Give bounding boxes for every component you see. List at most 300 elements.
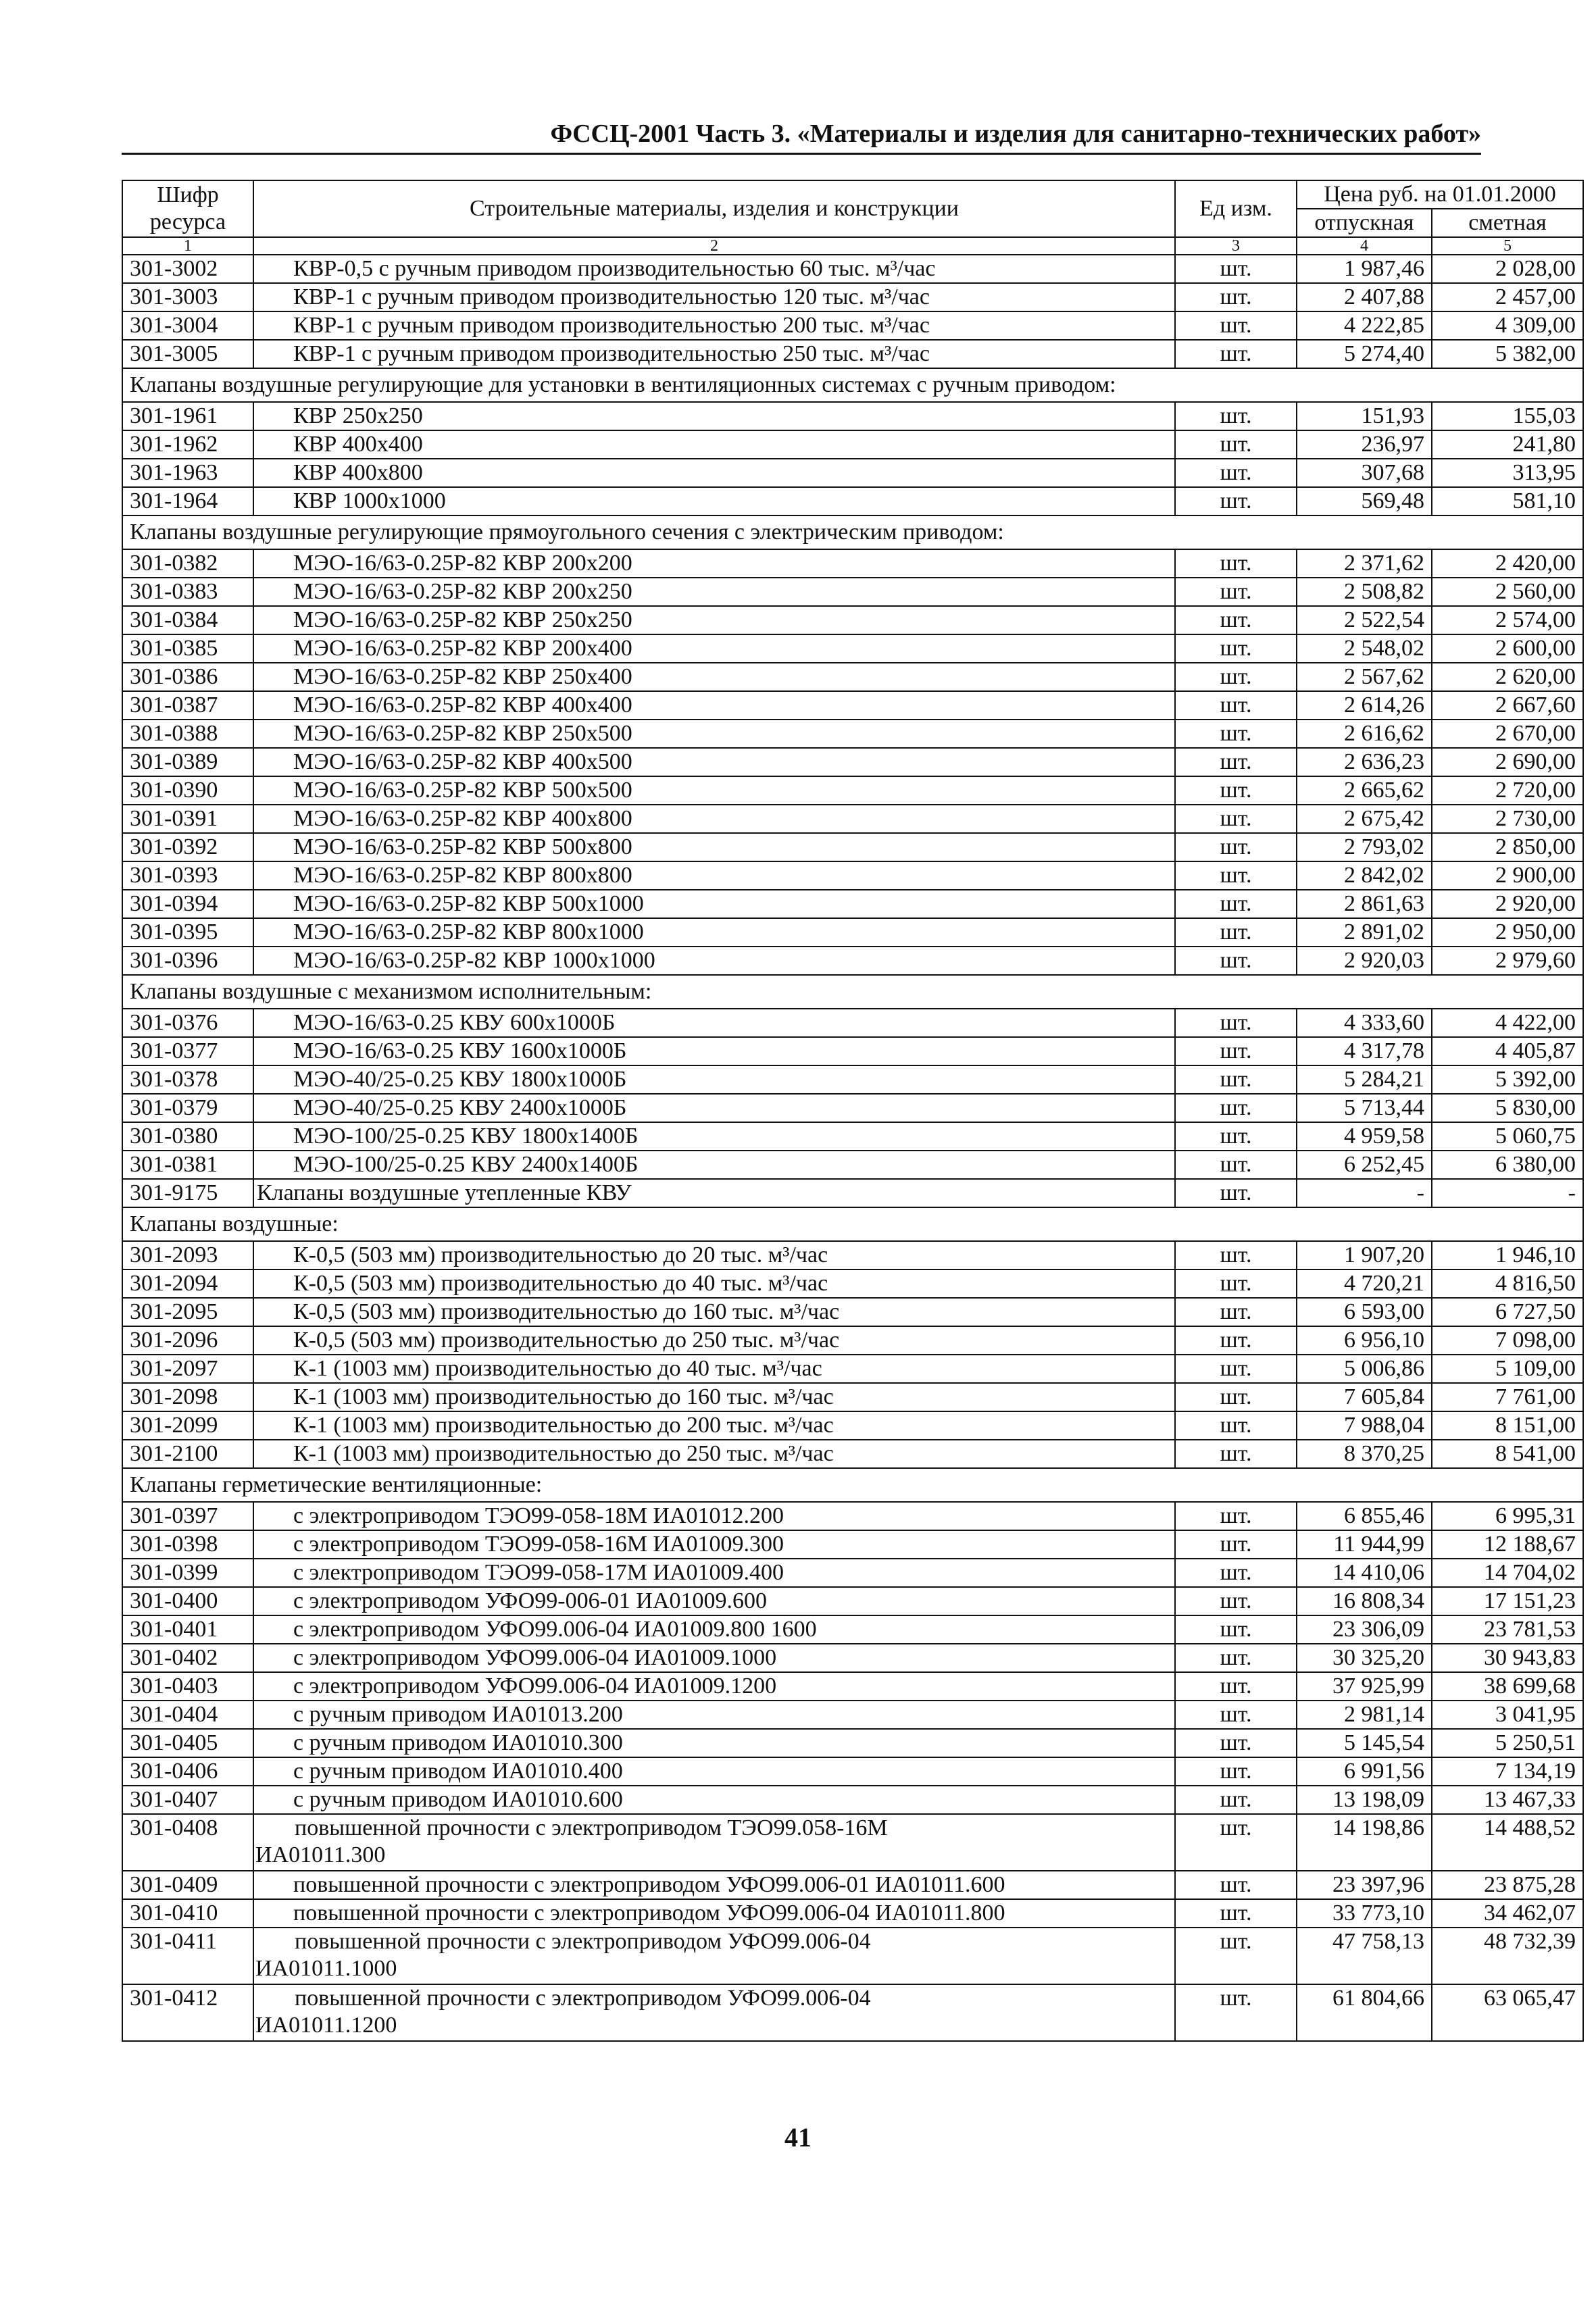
unit: шт. <box>1175 1814 1297 1871</box>
table-row <box>122 776 1583 805</box>
item-name-text: МЭО-16/63-0.25Р-82 КВР 800х1000 <box>293 920 644 945</box>
item-name-text: КВР-0,5 с ручным приводом производительностью 60 тыс. м³/час <box>293 256 936 281</box>
group-title: Клапаны воздушные: <box>122 1207 1583 1241</box>
resource-code: 301-0393 <box>122 861 253 890</box>
page-header: ФССЦ-2001 Часть 3. «Материалы и изделия для санитарно-технических работ» <box>122 119 1481 155</box>
unit: шт. <box>1175 1241 1297 1269</box>
price-release: 5 713,44 <box>1297 1094 1432 1122</box>
price-estimate: 14 704,02 <box>1432 1559 1583 1587</box>
group-row <box>122 1207 1583 1241</box>
resource-code: 301-0381 <box>122 1151 253 1179</box>
col-number: 2 <box>253 237 1175 255</box>
price-estimate: 38 699,68 <box>1432 1672 1583 1701</box>
unit: шт. <box>1175 1355 1297 1383</box>
price-release: 2 920,03 <box>1297 947 1432 975</box>
resource-code: 301-2099 <box>122 1411 253 1440</box>
price-estimate: 8 541,00 <box>1432 1440 1583 1468</box>
item-name-text: МЭО-16/63-0.25Р-82 КВР 1000х1000 <box>293 948 655 973</box>
item-name <box>253 833 1175 861</box>
price-estimate: 13 467,33 <box>1432 1786 1583 1814</box>
item-name-text: КВР 400х400 <box>293 432 423 457</box>
item-name-text: МЭО-16/63-0.25Р-82 КВР 400х800 <box>293 806 632 831</box>
table-row <box>122 1871 1583 1899</box>
item-name <box>253 1269 1175 1298</box>
unit: шт. <box>1175 1984 1297 2041</box>
table-row <box>122 805 1583 833</box>
group-title: Клапаны воздушные регулирующие прямоугольного сечения с электрическим приводом: <box>122 515 1583 549</box>
resource-code: 301-0405 <box>122 1729 253 1757</box>
resource-code: 301-0377 <box>122 1037 253 1065</box>
item-name <box>253 1786 1175 1814</box>
item-name <box>253 1530 1175 1559</box>
price-release: 16 808,34 <box>1297 1587 1432 1615</box>
unit: шт. <box>1175 578 1297 606</box>
price-estimate: 2 690,00 <box>1432 748 1583 776</box>
price-release: 2 793,02 <box>1297 833 1432 861</box>
resource-code: 301-0404 <box>122 1701 253 1729</box>
resource-code: 301-1962 <box>122 430 253 459</box>
item-name-text: МЭО-16/63-0.25Р-82 КВР 500х800 <box>293 834 632 859</box>
unit: шт. <box>1175 776 1297 805</box>
price-release: 6 855,46 <box>1297 1502 1432 1530</box>
item-name-text: с электроприводом УФО99.006-04 ИА01009.800 1600 <box>293 1617 817 1642</box>
col-unit-header: Ед изм. <box>1175 180 1297 237</box>
price-release: 6 593,00 <box>1297 1298 1432 1326</box>
item-name-text: повышенной прочности с электроприводом ТЭО99.058-16М <box>295 1815 888 1840</box>
price-estimate: 2 620,00 <box>1432 663 1583 691</box>
item-name-continuation: ИА01011.300 <box>255 1842 386 1867</box>
item-name-text: повышенной прочности с электроприводом УФО99.006-01 ИА01011.600 <box>293 1872 1005 1897</box>
resource-code: 301-2095 <box>122 1298 253 1326</box>
price-estimate: 313,95 <box>1432 459 1583 487</box>
table-row <box>122 861 1583 890</box>
item-name-text: МЭО-16/63-0.25Р-82 КВР 800х800 <box>293 863 632 888</box>
price-estimate: 5 382,00 <box>1432 340 1583 368</box>
item-name <box>253 1094 1175 1122</box>
item-name-text: КВР 400х800 <box>293 460 423 485</box>
item-name <box>253 1701 1175 1729</box>
price-release: 6 991,56 <box>1297 1757 1432 1786</box>
price-release: 2 891,02 <box>1297 918 1432 947</box>
price-release: 7 605,84 <box>1297 1383 1432 1411</box>
table-row <box>122 340 1583 368</box>
item-name-text: К-0,5 (503 мм) производительностью до 250 тыс. м³/час <box>293 1328 840 1353</box>
price-release: 4 222,85 <box>1297 311 1432 340</box>
price-estimate: 2 028,00 <box>1432 255 1583 283</box>
unit: шт. <box>1175 1269 1297 1298</box>
price-release: 7 988,04 <box>1297 1411 1432 1440</box>
unit: шт. <box>1175 634 1297 663</box>
price-estimate: 23 781,53 <box>1432 1615 1583 1644</box>
table-row <box>122 1269 1583 1298</box>
item-name <box>253 606 1175 634</box>
price-estimate: 4 422,00 <box>1432 1009 1583 1037</box>
table-row <box>122 1241 1583 1269</box>
item-name-text: с ручным приводом ИА01010.400 <box>293 1759 623 1784</box>
item-name-text: МЭО-16/63-0.25Р-82 КВР 200х250 <box>293 579 632 604</box>
item-name <box>253 1037 1175 1065</box>
price-estimate: 5 250,51 <box>1432 1729 1583 1757</box>
unit: шт. <box>1175 861 1297 890</box>
resource-code: 301-0402 <box>122 1644 253 1672</box>
resource-code: 301-2093 <box>122 1241 253 1269</box>
item-name-text: МЭО-16/63-0.25Р-82 КВР 200х200 <box>293 551 632 576</box>
col-name-header: Строительные материалы, изделия и конструкции <box>253 180 1175 237</box>
price-release: 2 861,63 <box>1297 890 1432 918</box>
price-release: 8 370,25 <box>1297 1440 1432 1468</box>
item-name <box>253 634 1175 663</box>
table-row <box>122 1179 1583 1207</box>
unit: шт. <box>1175 311 1297 340</box>
table-row <box>122 283 1583 311</box>
table-row <box>122 549 1583 578</box>
table-row <box>122 890 1583 918</box>
price-release: 5 006,86 <box>1297 1355 1432 1383</box>
item-name-text: повышенной прочности с электроприводом УФО99.006-04 <box>295 1986 871 2011</box>
unit: шт. <box>1175 748 1297 776</box>
unit: шт. <box>1175 1502 1297 1530</box>
item-name-text: К-1 (1003 мм) производительностью до 250 тыс. м³/час <box>293 1441 834 1466</box>
item-name <box>253 1440 1175 1468</box>
price-release: 1 907,20 <box>1297 1241 1432 1269</box>
resource-code: 301-0385 <box>122 634 253 663</box>
unit: шт. <box>1175 720 1297 748</box>
price-estimate: 1 946,10 <box>1432 1241 1583 1269</box>
item-name <box>253 578 1175 606</box>
item-name-text: с электроприводом ТЭО99-058-16М ИА01009.300 <box>293 1532 784 1557</box>
price-release: 2 675,42 <box>1297 805 1432 833</box>
unit: шт. <box>1175 1701 1297 1729</box>
item-name <box>253 1984 1175 2041</box>
item-name-text: К-0,5 (503 мм) производительностью до 20 тыс. м³/час <box>293 1242 828 1267</box>
item-name <box>253 663 1175 691</box>
item-name <box>253 776 1175 805</box>
item-name-text: с электроприводом УФО99.006-04 ИА01009.1200 <box>293 1674 777 1699</box>
table-row <box>122 1411 1583 1440</box>
price-estimate: 2 574,00 <box>1432 606 1583 634</box>
table-row <box>122 1326 1583 1355</box>
resource-code: 301-0376 <box>122 1009 253 1037</box>
price-estimate: 581,10 <box>1432 487 1583 515</box>
item-name-text: МЭО-16/63-0.25 КВУ 1600х1000Б <box>293 1038 627 1063</box>
table-row <box>122 1928 1583 1984</box>
unit: шт. <box>1175 1122 1297 1151</box>
item-name <box>253 1122 1175 1151</box>
item-name <box>253 947 1175 975</box>
price-estimate: - <box>1432 1179 1583 1207</box>
item-name <box>253 1065 1175 1094</box>
resource-code: 301-0383 <box>122 578 253 606</box>
unit: шт. <box>1175 487 1297 515</box>
table-row <box>122 634 1583 663</box>
resource-code: 301-3005 <box>122 340 253 368</box>
unit: шт. <box>1175 1559 1297 1587</box>
price-release: 2 665,62 <box>1297 776 1432 805</box>
resource-code: 301-2096 <box>122 1326 253 1355</box>
item-name <box>253 1502 1175 1530</box>
unit: шт. <box>1175 805 1297 833</box>
item-name <box>253 1151 1175 1179</box>
price-release: 2 616,62 <box>1297 720 1432 748</box>
price-release: 307,68 <box>1297 459 1432 487</box>
item-name-text: МЭО-16/63-0.25Р-82 КВР 250х250 <box>293 607 632 632</box>
item-name <box>253 691 1175 720</box>
item-name-text: с электроприводом УФО99.006-04 ИА01009.1000 <box>293 1645 777 1670</box>
table-row <box>122 947 1583 975</box>
price-estimate: 34 462,07 <box>1432 1899 1583 1928</box>
col-number: 4 <box>1297 237 1432 255</box>
unit: шт. <box>1175 1786 1297 1814</box>
price-estimate: 2 950,00 <box>1432 918 1583 947</box>
item-name-text: КВР-1 с ручным приводом производительностью 200 тыс. м³/час <box>293 313 930 338</box>
item-name-text: МЭО-16/63-0.25Р-82 КВР 250х500 <box>293 721 632 746</box>
item-name <box>253 402 1175 430</box>
item-name <box>253 890 1175 918</box>
group-title: Клапаны герметические вентиляционные: <box>122 1468 1583 1502</box>
price-estimate: 241,80 <box>1432 430 1583 459</box>
unit: шт. <box>1175 918 1297 947</box>
table-row <box>122 255 1583 283</box>
unit: шт. <box>1175 340 1297 368</box>
table-row <box>122 1587 1583 1615</box>
price-estimate: 2 457,00 <box>1432 283 1583 311</box>
price-estimate: 23 875,28 <box>1432 1871 1583 1899</box>
unit: шт. <box>1175 1615 1297 1644</box>
table-row <box>122 1701 1583 1729</box>
price-estimate: 14 488,52 <box>1432 1814 1583 1871</box>
item-name <box>253 1644 1175 1672</box>
price-estimate: 4 309,00 <box>1432 311 1583 340</box>
resource-code: 301-2097 <box>122 1355 253 1383</box>
unit: шт. <box>1175 1899 1297 1928</box>
item-name <box>253 1326 1175 1355</box>
unit: шт. <box>1175 1383 1297 1411</box>
item-name-text: МЭО-40/25-0.25 КВУ 1800х1000Б <box>293 1067 627 1092</box>
col-number: 5 <box>1432 237 1583 255</box>
price-release: 4 333,60 <box>1297 1009 1432 1037</box>
price-estimate: 3 041,95 <box>1432 1701 1583 1729</box>
resource-code: 301-1961 <box>122 402 253 430</box>
price-release: 2 842,02 <box>1297 861 1432 890</box>
resource-code: 301-0403 <box>122 1672 253 1701</box>
table-row <box>122 720 1583 748</box>
unit: шт. <box>1175 255 1297 283</box>
table-row <box>122 1094 1583 1122</box>
item-name <box>253 805 1175 833</box>
item-name <box>253 255 1175 283</box>
unit: шт. <box>1175 606 1297 634</box>
price-release: 2 508,82 <box>1297 578 1432 606</box>
price-estimate: 2 420,00 <box>1432 549 1583 578</box>
group-title: Клапаны воздушные регулирующие для установки в вентиляционных системах с ручным приводом: <box>122 368 1583 402</box>
price-release: 23 397,96 <box>1297 1871 1432 1899</box>
unit: шт. <box>1175 459 1297 487</box>
col-price-header: Цена руб. на 01.01.2000 <box>1297 180 1583 209</box>
item-name-text: МЭО-16/63-0.25Р-82 КВР 250х400 <box>293 664 632 689</box>
table-row <box>122 1065 1583 1094</box>
resource-code: 301-0409 <box>122 1871 253 1899</box>
table-row <box>122 1009 1583 1037</box>
unit: шт. <box>1175 1729 1297 1757</box>
resource-code: 301-0387 <box>122 691 253 720</box>
item-name-text: с ручным приводом ИА01010.600 <box>293 1787 623 1812</box>
price-estimate: 7 761,00 <box>1432 1383 1583 1411</box>
resource-code: 301-1964 <box>122 487 253 515</box>
resource-code: 301-0397 <box>122 1502 253 1530</box>
resource-code: 301-3002 <box>122 255 253 283</box>
item-name-text: с ручным приводом ИА01010.300 <box>293 1730 623 1755</box>
price-release: 13 198,09 <box>1297 1786 1432 1814</box>
table-row <box>122 1786 1583 1814</box>
unit: шт. <box>1175 1440 1297 1468</box>
price-estimate: 2 560,00 <box>1432 578 1583 606</box>
item-name <box>253 1383 1175 1411</box>
table-row <box>122 1729 1583 1757</box>
price-release: 4 720,21 <box>1297 1269 1432 1298</box>
resource-code: 301-0412 <box>122 1984 253 2041</box>
price-release: 14 198,86 <box>1297 1814 1432 1871</box>
resource-code: 301-3003 <box>122 283 253 311</box>
price-release: 5 274,40 <box>1297 340 1432 368</box>
unit: шт. <box>1175 1644 1297 1672</box>
price-release: 37 925,99 <box>1297 1672 1432 1701</box>
resource-code: 301-0382 <box>122 549 253 578</box>
unit: шт. <box>1175 1298 1297 1326</box>
resource-code: 301-0380 <box>122 1122 253 1151</box>
price-estimate: 2 670,00 <box>1432 720 1583 748</box>
price-release: 569,48 <box>1297 487 1432 515</box>
item-name-continuation: ИА01011.1000 <box>255 1956 397 1981</box>
item-name-text: К-1 (1003 мм) производительностью до 40 тыс. м³/час <box>293 1356 822 1381</box>
resource-code: 301-0396 <box>122 947 253 975</box>
resource-code: 301-0391 <box>122 805 253 833</box>
price-release: 11 944,99 <box>1297 1530 1432 1559</box>
price-release: 236,97 <box>1297 430 1432 459</box>
item-name <box>253 1009 1175 1037</box>
price-release: 2 407,88 <box>1297 283 1432 311</box>
table-row <box>122 459 1583 487</box>
item-name-text: МЭО-16/63-0.25Р-82 КВР 400х400 <box>293 693 632 718</box>
price-release: 14 410,06 <box>1297 1559 1432 1587</box>
col-estimate-header: сметная <box>1432 209 1583 237</box>
item-name <box>253 1355 1175 1383</box>
price-release: 30 325,20 <box>1297 1644 1432 1672</box>
item-name <box>253 1559 1175 1587</box>
group-row <box>122 515 1583 549</box>
table-row <box>122 1122 1583 1151</box>
price-release: 2 981,14 <box>1297 1701 1432 1729</box>
item-name-continuation: ИА01011.1200 <box>255 2013 397 2038</box>
unit: шт. <box>1175 890 1297 918</box>
table-row <box>122 430 1583 459</box>
resource-code: 301-3004 <box>122 311 253 340</box>
item-name-text: МЭО-16/63-0.25Р-82 КВР 500х1000 <box>293 891 644 916</box>
price-release: 23 306,09 <box>1297 1615 1432 1644</box>
price-release: 2 614,26 <box>1297 691 1432 720</box>
table-row <box>122 311 1583 340</box>
price-estimate: 7 134,19 <box>1432 1757 1583 1786</box>
table-row <box>122 833 1583 861</box>
price-estimate: 4 405,87 <box>1432 1037 1583 1065</box>
unit: шт. <box>1175 1587 1297 1615</box>
price-release: 151,93 <box>1297 402 1432 430</box>
item-name <box>253 720 1175 748</box>
item-name <box>253 861 1175 890</box>
table-row <box>122 1814 1583 1871</box>
price-estimate: 2 667,60 <box>1432 691 1583 720</box>
item-name <box>253 340 1175 368</box>
price-estimate: 2 730,00 <box>1432 805 1583 833</box>
table-row <box>122 487 1583 515</box>
unit: шт. <box>1175 1151 1297 1179</box>
resource-code: 301-0398 <box>122 1530 253 1559</box>
resource-code: 301-0386 <box>122 663 253 691</box>
group-title: Клапаны воздушные с механизмом исполнительным: <box>122 975 1583 1009</box>
table-row <box>122 748 1583 776</box>
group-row <box>122 1468 1583 1502</box>
price-release: 4 317,78 <box>1297 1037 1432 1065</box>
table-row <box>122 1355 1583 1383</box>
unit: шт. <box>1175 833 1297 861</box>
unit: шт. <box>1175 1326 1297 1355</box>
resource-code: 301-2100 <box>122 1440 253 1468</box>
price-estimate: 6 995,31 <box>1432 1502 1583 1530</box>
col-number: 1 <box>122 237 253 255</box>
item-name-text: повышенной прочности с электроприводом УФО99.006-04 <box>295 1929 871 1954</box>
item-name-text: с ручным приводом ИА01013.200 <box>293 1702 623 1727</box>
price-estimate: 2 720,00 <box>1432 776 1583 805</box>
group-row <box>122 975 1583 1009</box>
item-name-text: К-0,5 (503 мм) производительностью до 40 тыс. м³/час <box>293 1271 828 1296</box>
price-estimate: 5 392,00 <box>1432 1065 1583 1094</box>
item-name-text: МЭО-100/25-0.25 КВУ 1800х1400Б <box>293 1124 639 1149</box>
table-row <box>122 1530 1583 1559</box>
group-row <box>122 368 1583 402</box>
item-name <box>253 1729 1175 1757</box>
resource-code: 301-0394 <box>122 890 253 918</box>
unit: шт. <box>1175 1179 1297 1207</box>
price-estimate: 6 727,50 <box>1432 1298 1583 1326</box>
unit: шт. <box>1175 1065 1297 1094</box>
table-row <box>122 691 1583 720</box>
unit: шт. <box>1175 1094 1297 1122</box>
table-row <box>122 1899 1583 1928</box>
unit: шт. <box>1175 1037 1297 1065</box>
col-release-header: отпускная <box>1297 209 1432 237</box>
item-name-text: МЭО-16/63-0.25Р-82 КВР 400х500 <box>293 749 632 774</box>
item-name <box>253 430 1175 459</box>
table-row <box>122 1757 1583 1786</box>
resource-code: 301-0407 <box>122 1786 253 1814</box>
table-row <box>122 1615 1583 1644</box>
item-name <box>253 1672 1175 1701</box>
price-estimate: 63 065,47 <box>1432 1984 1583 2041</box>
table-row <box>122 1298 1583 1326</box>
price-estimate: 155,03 <box>1432 402 1583 430</box>
resource-code: 301-0379 <box>122 1094 253 1122</box>
unit: шт. <box>1175 283 1297 311</box>
unit: шт. <box>1175 430 1297 459</box>
table-row <box>122 1984 1583 2041</box>
table-row <box>122 663 1583 691</box>
price-estimate: 30 943,83 <box>1432 1644 1583 1672</box>
price-release: 33 773,10 <box>1297 1899 1432 1928</box>
item-name <box>253 1298 1175 1326</box>
item-name-text: МЭО-100/25-0.25 КВУ 2400х1400Б <box>293 1152 639 1177</box>
resource-code: 301-0392 <box>122 833 253 861</box>
price-estimate: 5 830,00 <box>1432 1094 1583 1122</box>
unit: шт. <box>1175 691 1297 720</box>
